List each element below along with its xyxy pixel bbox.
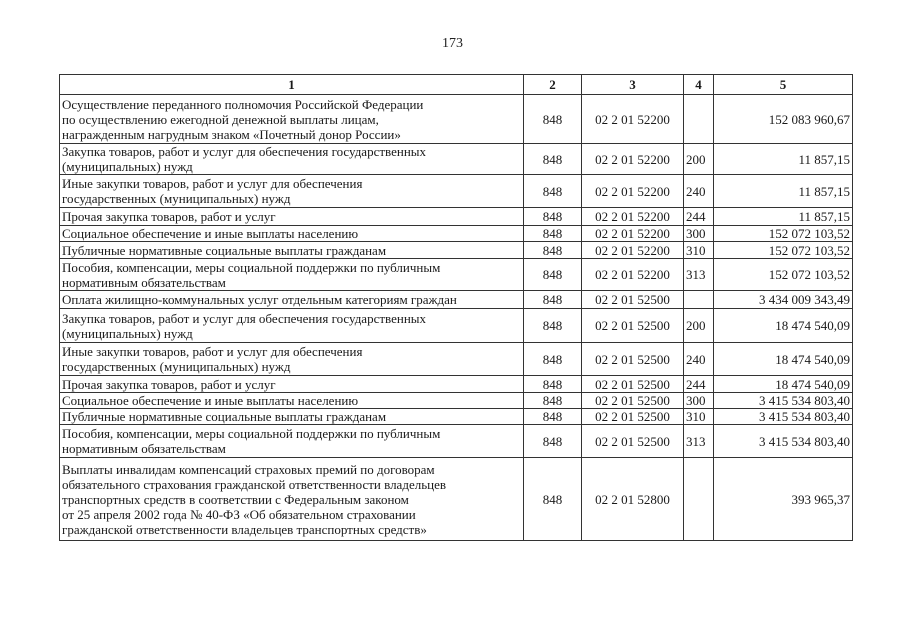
row-name: Иные закупки товаров, работ и услуг для обеспечения государственных (муниципальных) нужд: [60, 175, 524, 208]
row-code-2: 848: [524, 309, 582, 343]
row-code-3: 02 2 01 52200: [582, 95, 684, 144]
row-name: Осуществление переданного полномочия Российской Федерации по осуществлению ежегодной денежной выплаты лицам, награжденным нагрудным знаком «Почетный донор России»: [60, 95, 524, 144]
row-code-3: 02 2 01 52200: [582, 242, 684, 259]
header-row: [60, 75, 853, 95]
row-code-2: 848: [524, 259, 582, 291]
row-code-2: 848: [524, 376, 582, 393]
row-code-2: 848: [524, 425, 582, 458]
row-code-4: 200: [684, 144, 714, 175]
row-code-3: 02 2 01 52800: [582, 458, 684, 541]
table-row: [60, 144, 853, 175]
row-name: Прочая закупка товаров, работ и услуг: [60, 376, 524, 393]
table-row: [60, 425, 853, 458]
table-row: [60, 393, 853, 409]
table-row: [60, 175, 853, 208]
row-code-2: 848: [524, 242, 582, 259]
row-code-3: 02 2 01 52200: [582, 175, 684, 208]
header-col-5: 5: [714, 75, 853, 95]
row-code-3: 02 2 01 52200: [582, 144, 684, 175]
row-amount: 11 857,15: [714, 175, 853, 208]
row-name: Социальное обеспечение и иные выплаты населению: [60, 393, 524, 409]
row-code-2: 848: [524, 343, 582, 376]
row-name: Иные закупки товаров, работ и услуг для обеспечения государственных (муниципальных) нужд: [60, 343, 524, 376]
row-code-3: 02 2 01 52500: [582, 393, 684, 409]
row-code-4: 313: [684, 425, 714, 458]
table-row: [60, 376, 853, 393]
row-code-4: 244: [684, 376, 714, 393]
table-row: [60, 226, 853, 242]
row-name: Пособия, компенсации, меры социальной поддержки по публичным нормативным обязательствам: [60, 425, 524, 458]
header-col-1: 1: [60, 75, 524, 95]
table-row: [60, 259, 853, 291]
row-code-2: 848: [524, 458, 582, 541]
row-code-3: 02 2 01 52500: [582, 309, 684, 343]
row-code-2: 848: [524, 208, 582, 226]
row-code-4: 200: [684, 309, 714, 343]
row-code-4: [684, 458, 714, 541]
row-name: Прочая закупка товаров, работ и услуг: [60, 208, 524, 226]
table-row: [60, 458, 853, 541]
row-code-4: [684, 291, 714, 309]
row-amount: 393 965,37: [714, 458, 853, 541]
row-code-4: 310: [684, 409, 714, 425]
row-amount: 3 434 009 343,49: [714, 291, 853, 309]
row-amount: 18 474 540,09: [714, 376, 853, 393]
table-body: [60, 95, 853, 541]
table-row: [60, 242, 853, 259]
row-code-3: 02 2 01 52500: [582, 343, 684, 376]
row-code-2: 848: [524, 226, 582, 242]
row-name: Выплаты инвалидам компенсаций страховых премий по договорам обязательного страхования гражданской ответственности владельцев транспортных средств в соответствии с Федеральным законом от 25 апреля 2002 года № 40-ФЗ «Об обязательном страховании гражданской ответственности владельцев транспортных средств»: [60, 458, 524, 541]
budget-table: [59, 74, 853, 541]
row-amount: 152 083 960,67: [714, 95, 853, 144]
row-code-2: 848: [524, 95, 582, 144]
row-code-2: 848: [524, 144, 582, 175]
row-code-2: 848: [524, 291, 582, 309]
row-amount: 3 415 534 803,40: [714, 393, 853, 409]
row-code-3: 02 2 01 52500: [582, 425, 684, 458]
page-number: 173: [442, 36, 463, 51]
row-code-2: 848: [524, 175, 582, 208]
table-row: [60, 409, 853, 425]
row-code-3: 02 2 01 52500: [582, 409, 684, 425]
row-code-4: 240: [684, 175, 714, 208]
header-col-3: 3: [582, 75, 684, 95]
table-row: [60, 95, 853, 144]
row-amount: 152 072 103,52: [714, 242, 853, 259]
row-amount: 11 857,15: [714, 144, 853, 175]
row-code-4: 313: [684, 259, 714, 291]
row-code-3: 02 2 01 52500: [582, 376, 684, 393]
row-code-3: 02 2 01 52200: [582, 226, 684, 242]
row-code-4: [684, 95, 714, 144]
row-amount: 3 415 534 803,40: [714, 425, 853, 458]
row-name: Социальное обеспечение и иные выплаты населению: [60, 226, 524, 242]
row-amount: 18 474 540,09: [714, 343, 853, 376]
row-code-3: 02 2 01 52200: [582, 208, 684, 226]
row-code-3: 02 2 01 52500: [582, 291, 684, 309]
row-amount: 152 072 103,52: [714, 259, 853, 291]
row-amount: 11 857,15: [714, 208, 853, 226]
table-row: [60, 291, 853, 309]
row-amount: 18 474 540,09: [714, 309, 853, 343]
row-amount: 3 415 534 803,40: [714, 409, 853, 425]
row-code-2: 848: [524, 409, 582, 425]
header-col-2: 2: [524, 75, 582, 95]
row-code-4: 240: [684, 343, 714, 376]
row-name: Публичные нормативные социальные выплаты гражданам: [60, 409, 524, 425]
table-row: [60, 343, 853, 376]
row-code-4: 244: [684, 208, 714, 226]
row-name: Пособия, компенсации, меры социальной поддержки по публичным нормативным обязательствам: [60, 259, 524, 291]
row-code-4: 300: [684, 226, 714, 242]
table-row: [60, 208, 853, 226]
row-name: Публичные нормативные социальные выплаты гражданам: [60, 242, 524, 259]
row-name: Закупка товаров, работ и услуг для обеспечения государственных (муниципальных) нужд: [60, 144, 524, 175]
row-code-3: 02 2 01 52200: [582, 259, 684, 291]
row-name: Оплата жилищно-коммунальных услуг отдельным категориям граждан: [60, 291, 524, 309]
row-code-2: 848: [524, 393, 582, 409]
row-amount: 152 072 103,52: [714, 226, 853, 242]
row-code-4: 300: [684, 393, 714, 409]
row-code-4: 310: [684, 242, 714, 259]
header-col-4: 4: [684, 75, 714, 95]
table-row: [60, 309, 853, 343]
row-name: Закупка товаров, работ и услуг для обеспечения государственных (муниципальных) нужд: [60, 309, 524, 343]
